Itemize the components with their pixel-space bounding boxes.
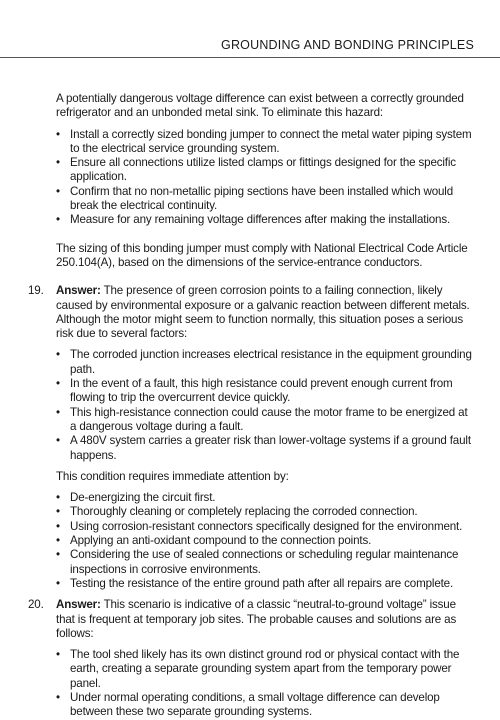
list-item: • A 480V system carries a greater risk than lower-voltage systems if a ground fault happens. xyxy=(56,434,474,463)
answer-number: 20. xyxy=(28,598,44,612)
answer-19 xyxy=(28,284,474,591)
list-item: • Confirm that no non-metallic piping sections have been installed which would break the electrical continuity. xyxy=(56,185,474,214)
intro-section xyxy=(56,92,474,270)
list-item: • Applying an anti-oxidant compound to the connection points. xyxy=(56,534,474,548)
answer-label: Answer: xyxy=(56,598,101,612)
answer-20 xyxy=(28,598,474,719)
list-item: • De-energizing the circuit first. xyxy=(56,491,474,505)
answer-paragraph xyxy=(56,284,474,341)
list-item: • Under normal operating conditions, a small voltage difference can develop between these two separate grounding systems. xyxy=(56,691,474,720)
answer-text: This scenario is indicative of a classic “neutral-to-ground voltage” issue that is frequent at temporary job sites. The probable causes and solutions are as follows: xyxy=(56,598,457,640)
answer-followup: This condition requires immediate attention by: xyxy=(56,469,289,483)
intro-bullet-list xyxy=(56,128,474,228)
answer-label: Answer: xyxy=(56,284,101,298)
list-item: • Ensure all connections utilize listed clamps or fittings designed for the specific application. xyxy=(56,156,474,185)
list-item: • Thoroughly cleaning or completely replacing the corroded connection. xyxy=(56,505,474,519)
answer-text: The presence of green corrosion points to a failing connection, likely caused by environmental exposure or a galvanic reaction between different metals. Although the motor might seem to function normally, this situation poses a serious risk due to several factors: xyxy=(56,284,470,341)
answer-paragraph xyxy=(56,598,474,641)
action-list xyxy=(56,491,474,591)
risk-factor-list xyxy=(56,348,474,462)
intro-paragraph: A potentially dangerous voltage difference can exist between a correctly grounded refrigerator and an unbonded metal sink. To eliminate this hazard: xyxy=(56,92,464,120)
list-item: • This high-resistance connection could cause the motor frame to be energized at a dangerous voltage during a fault. xyxy=(56,406,474,435)
list-item: • The corroded junction increases electrical resistance in the equipment grounding path. xyxy=(56,348,474,377)
list-item: • Considering the use of sealed connections or scheduling regular maintenance inspections in corrosive environments. xyxy=(56,548,474,577)
list-item: • Install a correctly sized bonding jumper to connect the metal water piping system to the electrical service grounding system. xyxy=(56,128,474,157)
list-item: • Measure for any remaining voltage differences after making the installations. xyxy=(56,213,474,227)
cause-list xyxy=(56,648,474,719)
list-item: • Using corrosion-resistant connectors specifically designed for the environment. xyxy=(56,520,474,534)
list-item: • The tool shed likely has its own distinct ground rod or physical contact with the earth, creating a separate grounding system apart from the temporary power panel. xyxy=(56,648,474,691)
running-header: GROUNDING AND BONDING PRINCIPLES xyxy=(221,38,474,52)
list-item: • In the event of a fault, this high resistance could prevent enough current from flowing to trip the overcurrent device quickly. xyxy=(56,377,474,406)
intro-closing: The sizing of this bonding jumper must comply with National Electrical Code Article 250.104(A), based on the dimensions of the service-entrance conductors. xyxy=(56,241,468,269)
header-rule xyxy=(0,57,500,58)
answer-number: 19. xyxy=(28,284,44,298)
list-item: • Testing the resistance of the entire ground path after all repairs are complete. xyxy=(56,577,474,591)
page-content xyxy=(28,92,474,720)
